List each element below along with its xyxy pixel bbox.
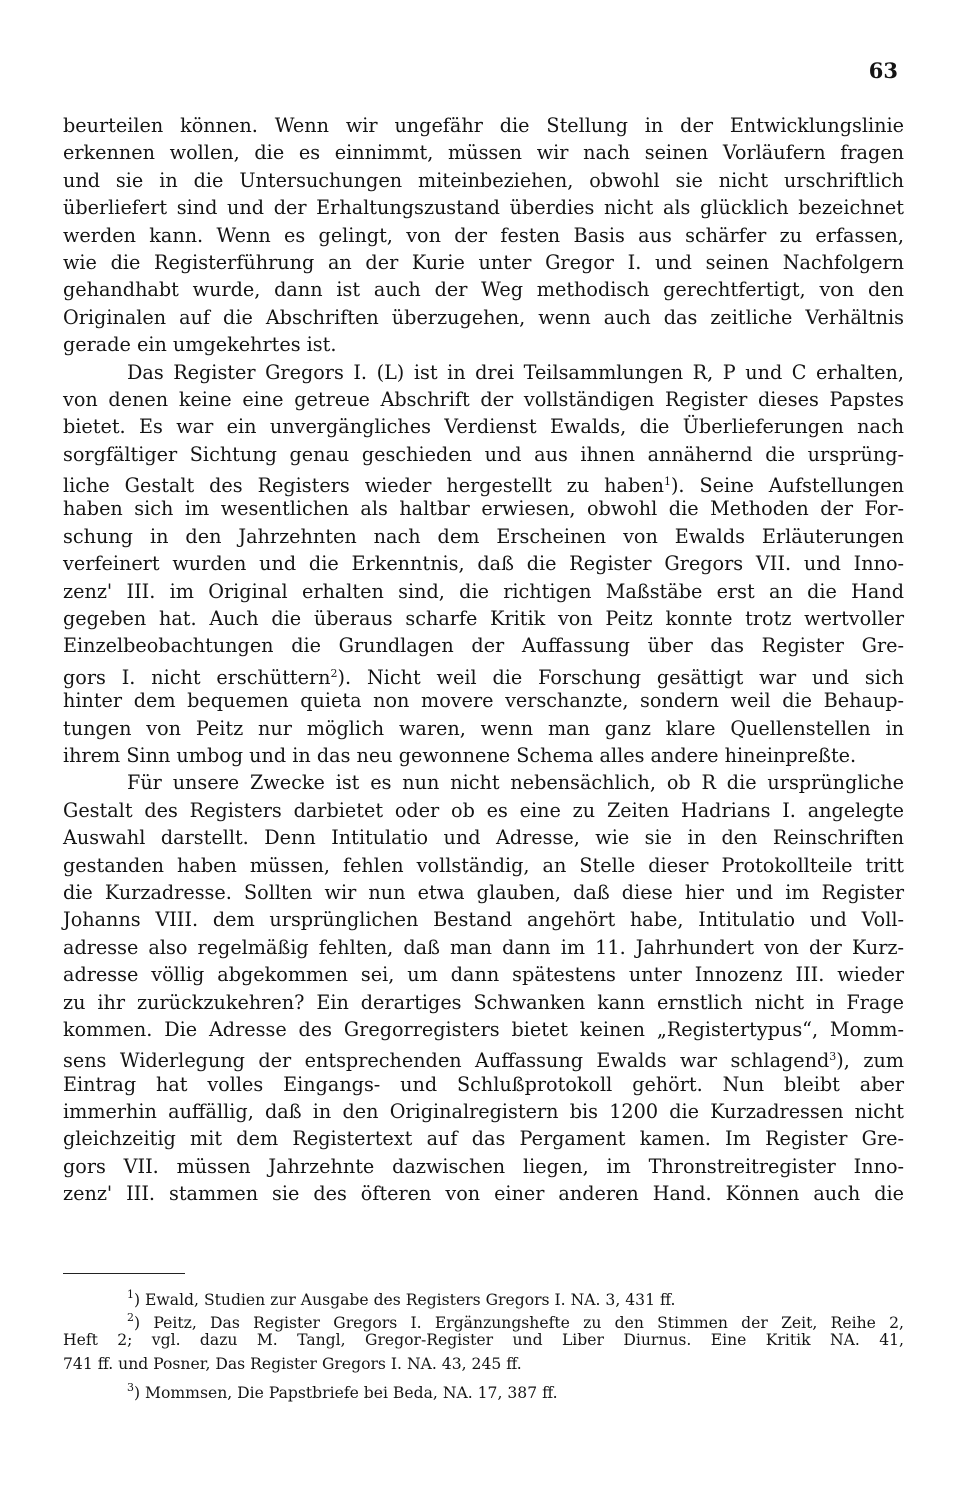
text-line-text: erkennen wollen, die es einnimmt, müssen wir nach seinen Vorläufern fragen (63, 141, 904, 165)
text-line-text: bietet. Es war ein unvergängliches Verdienst Ewalds, die Überlieferungen nach (63, 415, 904, 439)
footnote-line (63, 1283, 904, 1309)
text-line (63, 1071, 904, 1098)
text-line (63, 879, 904, 906)
text-line-text: Gestalt des Registers darbietet oder ob es eine zu Zeiten Hadrians I. angelegte (63, 798, 904, 822)
text-line-text: Auswahl darstellt. Denn Intitulatio und Adresse, wie sie in den Reinschriften (63, 826, 904, 850)
text-line-text: tungen von Peitz nur möglich waren, wenn man ganz klare Quellenstellen in (63, 716, 904, 740)
text-line-text: adresse also regelmäßig fehlten, daß man dann im 11. Jahrhundert von der Kurz- (63, 935, 904, 959)
text-line-text: überliefert sind und der Erhaltungszustand überdies nicht als glücklich bezeichnet (63, 196, 904, 220)
text-line (63, 715, 904, 742)
text-line-text: schung in den Jahrzehnten nach dem Erscheinen von Ewalds Erläuterungen (63, 524, 904, 548)
text-line-text: ihrem Sinn umbog und in das neu gewonnene Schema alles andere hineinpreßte. (63, 743, 857, 767)
footnote-marker: 1 (127, 1288, 134, 1301)
text-line (63, 276, 904, 303)
footnote-marker: 2 (330, 666, 338, 680)
text-line (63, 331, 904, 358)
text-line (63, 194, 904, 221)
text-line-text: wie die Registerführung an der Kurie unter Gregor I. und seinen Nachfolgern (63, 250, 904, 274)
footnotes (63, 1283, 904, 1402)
text-line (63, 852, 904, 879)
text-line (63, 249, 904, 276)
text-line-text: adresse völlig abgekommen sei, um dann spätestens unter Innozenz III. wieder (63, 963, 904, 987)
text-line-text: gerade ein umgekehrtes ist. (63, 333, 337, 357)
text-line-text: hinter dem bequemen quieta non movere verschanzte, sondern weil die Behaup- (63, 689, 904, 713)
footnote-marker: 1 (663, 475, 671, 489)
text-line-text: Einzelbeobachtungen die Grundlagen der Auffassung über das Register Gre- (63, 634, 904, 658)
text-line (63, 413, 904, 440)
text-line (63, 934, 904, 961)
text-line (63, 139, 904, 166)
text-line (63, 1098, 904, 1125)
text-line-text: und sie in die Untersuchungen miteinbeziehen, obwohl sie nicht urschriftlich (63, 168, 904, 192)
text-line (63, 1125, 904, 1152)
text-line (63, 222, 904, 249)
text-line-text: die Kurzadresse. Sollten wir nun etwa glauben, daß diese hier und im Register (63, 880, 904, 904)
text-line-text-continued: ). Seine Aufstellungen (670, 474, 904, 498)
text-line-text-continued: ). Nicht weil die Forschung gesättigt war und sich (337, 665, 904, 689)
text-line-text: kommen. Die Adresse des Gregorregisters bietet keinen „Registertypus“, Momm- (63, 1017, 904, 1041)
text-line (63, 1016, 904, 1043)
text-line-text: sens Widerlegung der entsprechenden Auffassung Ewalds war schlagend (63, 1049, 830, 1073)
text-line (63, 359, 904, 386)
footnote-line-text: 741 ff. und Posner, Das Register Gregors I. NA. 43, 245 ff. (63, 1354, 522, 1373)
text-line-text: gleichzeitig mit dem Registertext auf das Pergament kamen. Im Register Gre- (63, 1127, 904, 1151)
text-line-text: gors I. nicht erschüttern (63, 665, 331, 689)
text-line (63, 797, 904, 824)
text-line-text: gegeben hat. Auch die überaus scharfe Kritik von Peitz konnte trotz wertvoller (63, 607, 904, 631)
text-line-text: Originalen auf die Abschriften überzugehen, wenn auch das zeitliche Verhältnis (63, 305, 904, 329)
text-line (63, 441, 904, 468)
text-line-text: Für unsere Zwecke ist es nun nicht nebensächlich, ob R die ursprüngliche (127, 771, 904, 795)
text-line (63, 523, 904, 550)
text-line (63, 495, 904, 522)
footnote-marker: 3 (829, 1050, 837, 1064)
footnote-marker: 2 (127, 1311, 134, 1325)
footnote-line-text-continued: ) Mommsen, Die Papstbriefe bei Beda, NA. 17, 387 ff. (134, 1383, 558, 1402)
text-line-text: immerhin auffällig, daß in den Originalregistern bis 1200 die Kurzadressen nicht (63, 1100, 904, 1124)
footnote-line (63, 1306, 904, 1333)
text-line-text: Eintrag hat volles Eingangs- und Schlußprotokoll gehört. Nun bleibt aber (63, 1072, 904, 1096)
text-line (63, 769, 904, 796)
text-line-text: werden kann. Wenn es gelingt, von der festen Basis aus schärfer zu erfassen, (63, 223, 904, 247)
footnote-line (63, 1329, 904, 1352)
text-line-text: gehandhabt wurde, dann ist auch der Weg methodisch gerechtfertigt, von den (63, 278, 904, 302)
text-line (63, 578, 904, 605)
text-line-text: haben sich im wesentlichen als haltbar erwiesen, obwohl die Methoden der For- (63, 497, 904, 521)
text-line (63, 824, 904, 851)
text-line (63, 386, 904, 413)
text-line-text: gors VII. müssen Jahrzehnte dazwischen liegen, im Thronstreitregister Inno- (63, 1154, 904, 1178)
text-line-text: Das Register Gregors I. (L) ist in drei Teilsammlungen R, P und C erhalten, (127, 360, 904, 384)
text-line (63, 906, 904, 933)
text-line-text-continued: ), zum (836, 1049, 904, 1073)
footnote-separator (63, 1273, 185, 1274)
text-line-text: gestanden haben müssen, fehlen vollständig, an Stelle dieser Protokollteile tritt (63, 853, 904, 877)
text-line-text: beurteilen können. Wenn wir ungefähr die Stellung in der Entwicklungslinie (63, 114, 904, 137)
text-line-text: Johanns VIII. dem ursprünglichen Bestand angehört habe, Intitulatio und Voll- (63, 908, 904, 932)
footnote-line (63, 1353, 904, 1376)
text-line (63, 660, 904, 687)
footnote-line-text-continued: ) Peitz, Das Register Gregors I. Ergänzungshefte zu den Stimmen der Zeit, Reihe 2, (134, 1314, 904, 1333)
text-line-text: zu ihr zurückzukehren? Ein derartiges Schwanken kann ernstlich nicht in Frage (63, 990, 904, 1014)
text-line (63, 742, 904, 769)
text-line (63, 1043, 904, 1073)
text-line (63, 112, 904, 139)
page-number: 63 (868, 58, 898, 83)
footnote-line (63, 1376, 904, 1402)
text-line (63, 989, 904, 1016)
text-line (63, 167, 904, 194)
text-line (63, 304, 904, 331)
body-text (63, 112, 904, 1208)
text-line (63, 468, 904, 498)
text-line-text: verfeinert wurden und die Erkenntnis, daß die Register Gregors VII. und Inno- (63, 552, 904, 576)
text-line-text: liche Gestalt des Registers wieder hergestellt zu haben (63, 474, 664, 498)
footnote-marker: 3 (127, 1380, 134, 1394)
footnote-line-text: Heft 2; vgl. dazu M. Tangl, Gregor-Register und Liber Diurnus. Eine Kritik NA. 41, (63, 1331, 904, 1350)
text-line-text: sorgfältiger Sichtung genau geschieden und aus ihnen annähernd die ursprüng- (63, 442, 904, 466)
text-line-text: zenz' III. im Original erhalten sind, die richtigen Maßstäbe erst an die Hand (63, 579, 904, 603)
text-line (63, 1180, 904, 1207)
text-line (63, 605, 904, 632)
text-line (63, 550, 904, 577)
footnote-line-text-continued: ) Ewald, Studien zur Ausgabe des Registers Gregors I. NA. 3, 431 ff. (134, 1291, 676, 1309)
text-line (63, 1153, 904, 1180)
text-line-text: zenz' III. stammen sie des öfteren von einer anderen Hand. Können auch die (63, 1182, 904, 1206)
text-line-text: von denen keine eine getreue Abschrift der vollständigen Register dieses Papstes (63, 387, 904, 411)
text-line (63, 961, 904, 988)
text-line (63, 687, 904, 714)
text-line (63, 632, 904, 659)
